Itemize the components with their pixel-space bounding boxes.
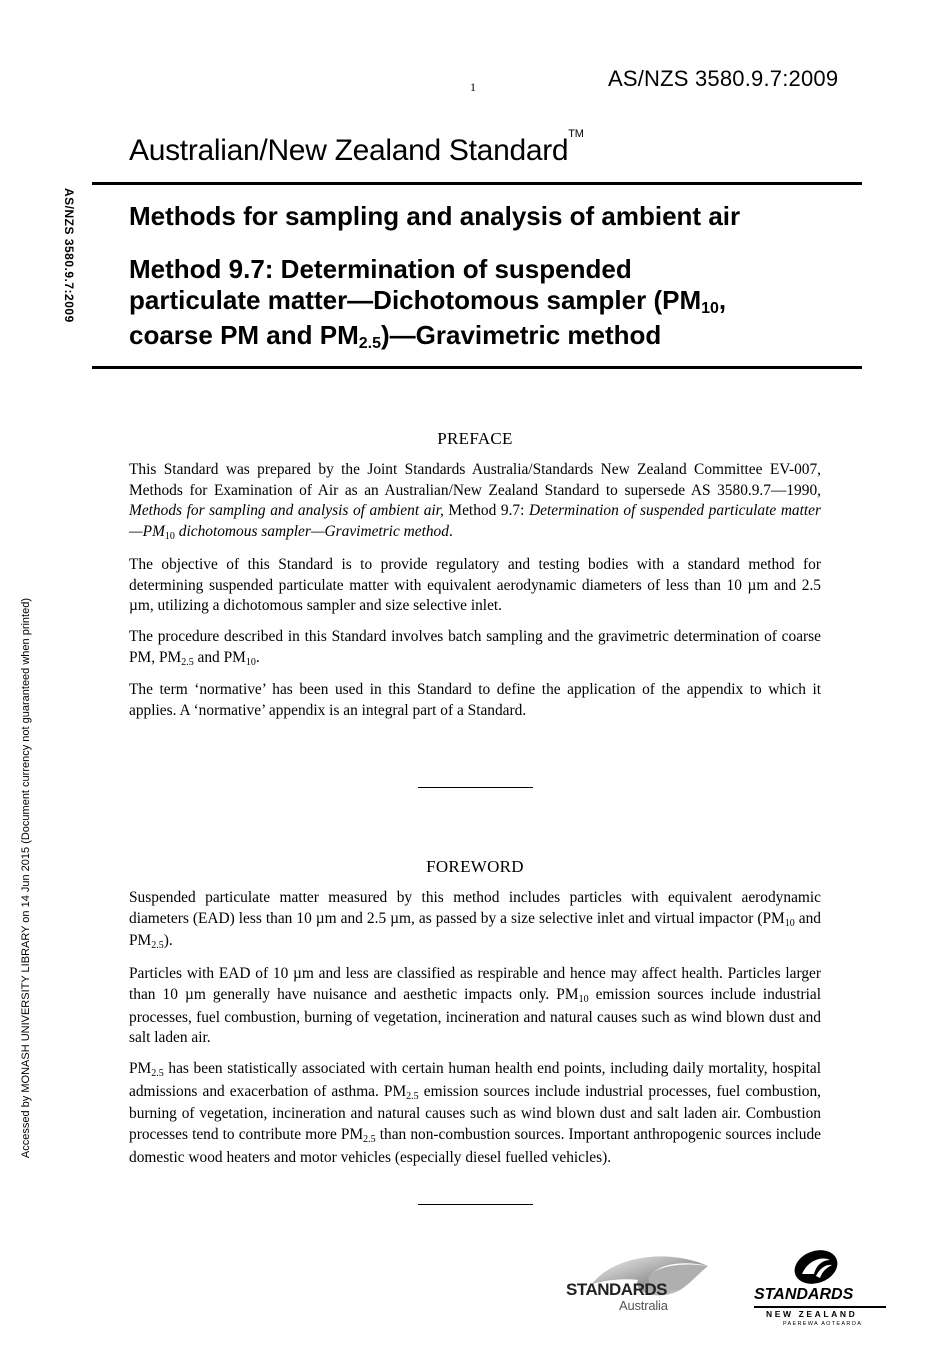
method-title-line2: particulate matter—Dichotomous sampler ($PM_{10}$, (129, 285, 727, 317)
foreword-paragraph: $PM_{2.5}$ has been statistically associated with certain human health end points, including daily mortality, hospital admissions and exacerbation of asthma. $PM_{2.5}$ emission sources include industrial processes, fuel combustion, burning of vegetation, incineration and natural causes such as wind blown dust and salt laden air. Combustion processes tend to contribute more $PM_{2.5}$ than non-combustion sources. Important anthropogenic sources include domestic wood heaters and motor vehicles (especially diesel fuelled vehicles). (129, 1059, 821, 1166)
standard-title (129, 128, 584, 168)
access-note: Accessed by MONASH UNIVERSITY LIBRARY on 14 Jun 2015 (Document currency not guaranteed when printed) (20, 598, 32, 1159)
method-title-line3: coarse PM and $PM_{2.5})—Gravimetric$ method (129, 320, 662, 352)
preface-paragraph: The objective of this Standard is to provide regulatory and testing bodies with a standard method for determining suspended particulate matter with equivalent aerodynamic diameters of less than 10 µm and 2.5 µm, utilizing a dichotomous sampler and size selective inlet. (129, 555, 821, 615)
standards-nz-maori: PAEREWA AOTEAROA (783, 1321, 863, 1327)
side-document-code: AS/NZS 3580.9.7:2009 (62, 188, 76, 323)
snz-emblem-icon (786, 1248, 846, 1286)
foreword-paragraph: Particles with EAD of 10 µm and less are classified as respirable and hence may affect health. Particles larger than 10 µm generally have nuisance and aesthetic impacts only. $PM_{10}$ emission sources include industrial processes, fuel combustion, burning of vegetation, incineration and natural causes such as wind blown dust and salt laden air. (129, 965, 821, 1047)
section-divider (418, 787, 533, 788)
document-code: AS/NZS 3580.9.7:2009 (608, 66, 839, 91)
preface-heading: PREFACE (437, 429, 513, 448)
snz-underline (754, 1306, 886, 1308)
section-divider (418, 1204, 533, 1205)
standard-title-text: Australian/New Zealand Standard (129, 134, 569, 167)
method-title (129, 254, 849, 355)
standards-nz-name: STANDARDS (754, 1286, 854, 1303)
top-rule (92, 182, 862, 185)
preface-paragraph: The term ‘normative’ has been used in this Standard to define the application of the appendix to which it applies. A ‘normative’ appendix is an integral part of a Standard. (129, 681, 821, 720)
page-number: 1 (470, 80, 476, 94)
standards-australia-name: STANDARDS (566, 1280, 667, 1299)
standards-new-zealand-logo (752, 1248, 892, 1328)
preface-body (129, 460, 821, 732)
standards-nz-sub: NEW ZEALAND (766, 1309, 858, 1319)
standards-australia-logo (558, 1248, 718, 1316)
bottom-rule (92, 366, 862, 369)
foreword-paragraph: Suspended particulate matter measured by this method includes particles with equivalent aerodynamic diameters (EAD) less than 10 µm and 2.5 µm, as passed by a size selective inlet and virtual impactor ($PM_{10}$ and $PM_{2.5}$). (129, 889, 821, 952)
foreword-body (129, 888, 821, 1178)
standards-australia-sub: Australia (619, 1298, 668, 1313)
foreword-heading: FOREWORD (426, 857, 524, 876)
preface-paragraph: The procedure described in this Standard involves batch sampling and the gravimetric determination of coarse PM, $PM_{2.5}$ and $PM_{10}$. (129, 627, 821, 668)
main-title: Methods for sampling and analysis of ambient air (129, 201, 741, 231)
trademark-mark: TM (568, 128, 584, 140)
preface-paragraph: This Standard was prepared by the Joint Standards Australia/Standards New Zealand Committee EV-007, Methods for Examination of Air as an Australian/New Zealand Standard to supersede AS 3580.9.7—1990, Methods for sampling and analysis of ambient air, Method 9.7: Determination of suspended particulate $matter—PM_{10}$ dichotomous sampler—Gravimetric method. (129, 461, 821, 543)
method-title-line1: Method 9.7: Determination of suspended (129, 254, 632, 284)
